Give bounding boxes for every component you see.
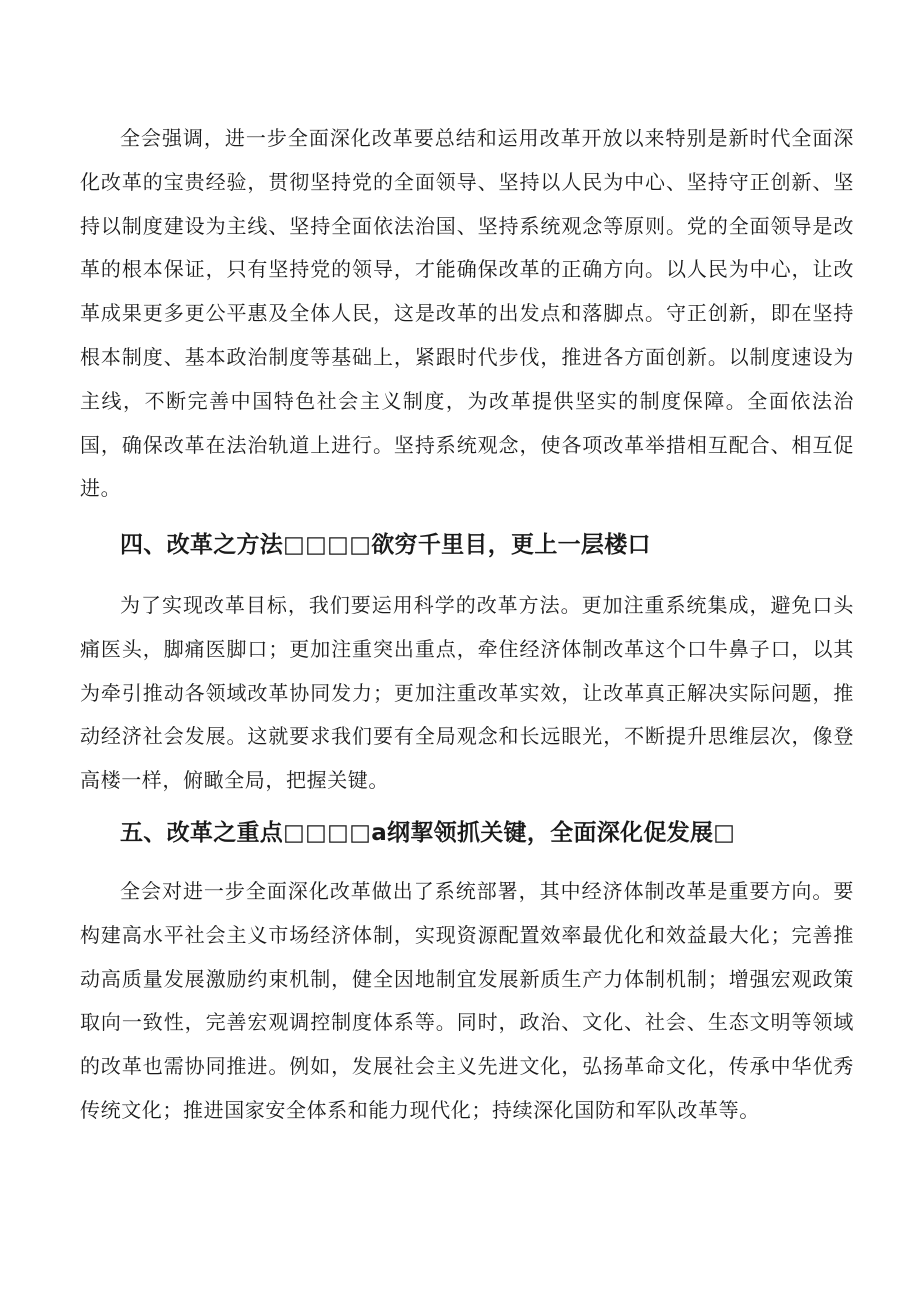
body-paragraph: 全会强调，进一步全面深化改革要总结和运用改革开放以来特别是新时代全面深化改革的宝贵经验，贯彻坚持党的全面领导、坚持以人民为中心、坚持守正创新、坚持以制度建设为主线、坚持全面依法治国、坚持系统观念等原则。党的全面领导是改革的根本保证，只有坚持党的领导，才能确保改革的正确方向。以人民为中心，让改革成果更多更公平惠及全体人民，这是改革的出发点和落脚点。守正创新，即在坚持根本制度、基本政治制度等基础上，紧跟时代步伐，推进各方面创新。以制度速设为主线，不断完善中国特色社会主义制度，为改革提供坚实的制度保障。全面依法治国，确保改革在法治轨道上进行。坚持系统观念，使各项改革举措相互配合、相互促进。 <box>80 126 854 501</box>
body-paragraph: 全会对进一步全面深化改革做出了系统部署，其中经济体制改革是重要方向。要构建高水平社会主义市场经济体制，实现资源配置效率最优化和效益最大化；完善推动高质量发展激励约束机制，健全因地制宜发展新质生产力体制机制；增强宏观政策取向一致性，完善宏观调控制度体系等。同时，政治、文化、社会、生态文明等领域的改革也需协同推进。例如，发展社会主义先进文化，弘扬革命文化，传承中华优秀传统文化；推进国家安全体系和能力现代化；持续深化国防和军队改革等。 <box>80 879 854 1122</box>
body-paragraph: 为了实现改革目标，我们要运用科学的改革方法。更加注重系统集成，避免口头痛医头，脚痛医脚口；更加注重突出重点，牵住经济体制改革这个口牛鼻子口，以其为牵引推动各领域改革协同发力；更加注重改革实效，让改革真正解决实际问题，推动经济社会发展。这就要求我们要有全局观念和长远眼光，不断提升思维层次，像登高楼一样，俯瞰全局，把握关键。 <box>80 593 854 793</box>
section-heading-5: 五、改革之重点□□□□a纲挈领抓关键，全面深化促发展□ <box>120 820 736 846</box>
section-heading-4: 四、改革之方法□□□□欲穷千里目，更上一层楼口 <box>120 532 651 558</box>
